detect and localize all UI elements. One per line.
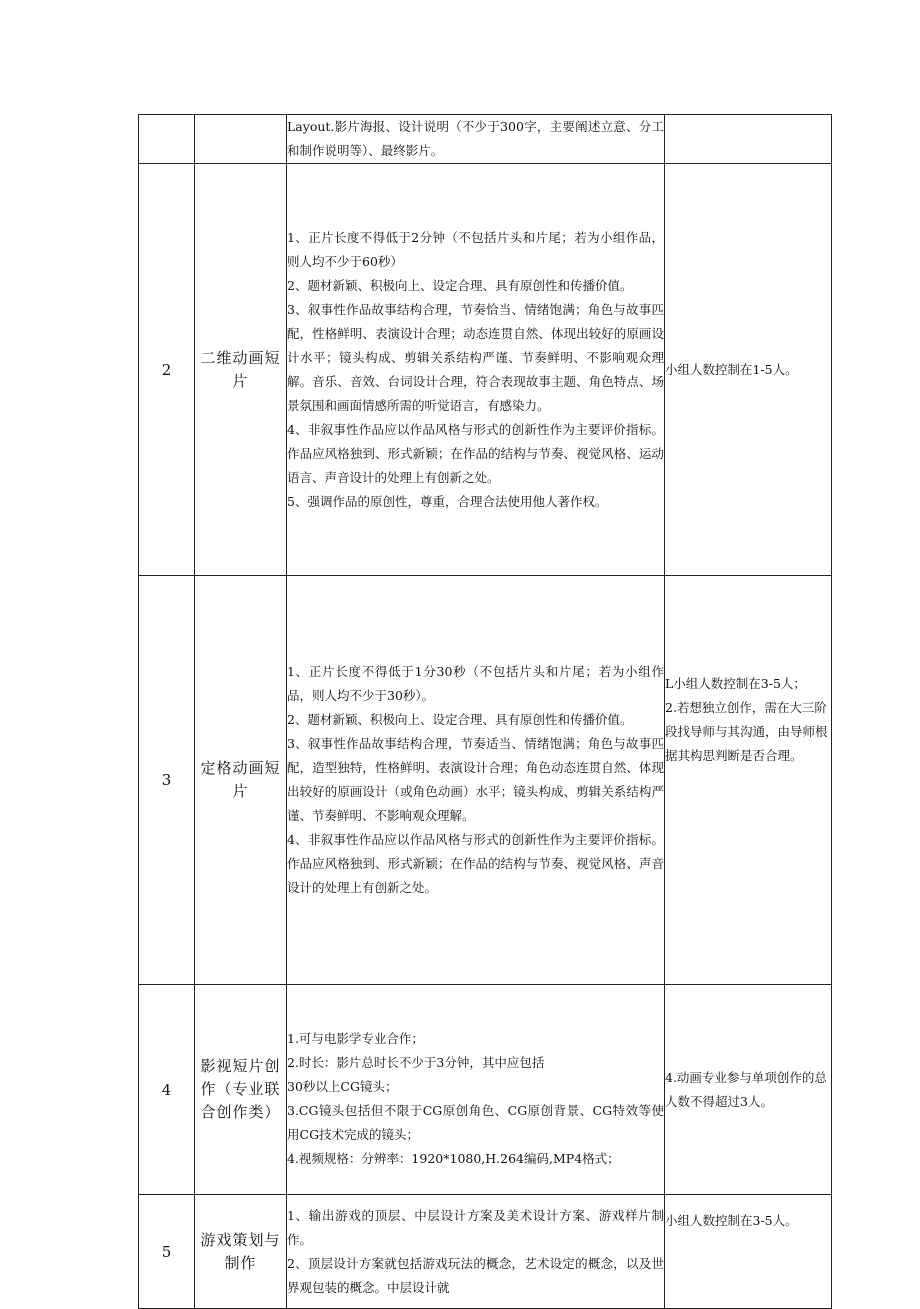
project-name: 影视短片创作（专业联合创作类） [195, 985, 287, 1195]
table-row [139, 164, 832, 576]
requirement-line: 2.时长：影片总时长不少于3分钟，其中应包括 [287, 1054, 545, 1070]
table-row [139, 985, 832, 1195]
remark-line: L小组人数控制在3-5人； [665, 676, 806, 691]
requirement-line: 1、正片长度不得低于1分30秒（不包括片头和片尾；若为小组作品，则人均不少于30秒）。 [287, 664, 664, 703]
remark-line: 2.若想独立创作，需在大三阶段找导师与其沟通，由导师根据其构思判断是否合理。 [665, 700, 828, 763]
requirement-line: Layout.影片海报、设计说明（不少于300字，主要阐述立意、分工和制作说明等）、最终影片。 [287, 119, 664, 158]
requirement-text [287, 576, 665, 985]
remark-cell [665, 164, 832, 576]
requirement-line: 2、题材新颖、积极向上、设定合理、具有原创性和传播价值。 [287, 712, 633, 727]
project-name: 游戏策划与制作 [195, 1195, 287, 1309]
requirement-line: 4.视频规格：分辨率：1920*1080,H.264编码,MP4格式； [287, 1150, 620, 1166]
row-number [139, 115, 195, 164]
requirement-line: 30秒以上CG镜头； [287, 1078, 398, 1094]
remark-cell [665, 576, 832, 985]
requirement-line: 3、叙事性作品故事结构合理，节奏适当、情绪饱满；角色与故事匹配，造型独特，性格鲜明、表演设计合理；角色动态连贯自然、体现出较好的原画设计（或角色动画）水平；镜头构成、剪辑关系结构严谨、节奏鲜明、不影响观众理解。 [287, 736, 664, 823]
project-name [195, 115, 287, 164]
requirement-text [287, 985, 665, 1195]
row-number: 2 [139, 164, 195, 576]
requirement-line: 2、题材新颖、积极向上、设定合理、具有原创性和传播价值。 [287, 277, 633, 293]
requirement-line: 3、叙事性作品故事结构合理，节奏恰当、情绪饱满；角色与故事匹配，性格鲜明、表演设计合理；动态连贯自然、体现出较好的原画设计水平；镜头构成、剪辑关系结构严谨、节奏鲜明、不影响观众理解。音乐、音效、台词设计合理，符合表现故事主题、角色特点、场景氛围和画面情感所需的听觉语言，有感染力。 [287, 301, 664, 413]
row-number: 4 [139, 985, 195, 1195]
requirement-line: 2、顶层设计方案就包括游戏玩法的概念，艺术设定的概念，以及世界观包装的概念。中层设计就 [287, 1255, 664, 1295]
requirement-text [287, 1195, 665, 1309]
requirement-line: 5、强调作品的原创性，尊重，合理合法使用他人著作权。 [287, 493, 608, 509]
requirement-line: 1、正片长度不得低于2分钟（不包括片头和片尾；若为小组作品，则人均不少于60秒） [287, 229, 664, 269]
requirement-line: 4、非叙事性作品应以作品风格与形式的创新性作为主要评价指标。作品应风格独到、形式新颖；在作品的结构与节奏、视觉风格、声音设计的处理上有创新之处。 [287, 832, 664, 895]
requirement-line: 3.CG镜头包括但不限于CG原创角色、CG原创背景、CG特效等使用CG技术完成的镜头； [287, 1102, 664, 1142]
requirement-line: 1、输出游戏的顶层、中层设计方案及美术设计方案、游戏样片制作。 [287, 1207, 664, 1247]
row-number: 5 [139, 1195, 195, 1309]
table-row [139, 1195, 832, 1309]
remark-cell [665, 1195, 832, 1309]
row-number: 3 [139, 576, 195, 985]
requirement-text [287, 164, 665, 576]
requirement-line: 4、非叙事性作品应以作品风格与形式的创新性作为主要评价指标。作品应风格独到、形式新颖；在作品的结构与节奏、视觉风格、运动语言、声音设计的处理上有创新之处。 [287, 421, 664, 485]
project-name: 二维动画短片 [195, 164, 287, 576]
remark-cell [665, 985, 832, 1195]
remark-line: 4.动画专业参与单项创作的总人数不得超过3人。 [665, 1069, 827, 1109]
table-row [139, 576, 832, 985]
requirement-line: 1.可与电影学专业合作； [287, 1030, 424, 1046]
remark-line: 小组人数控制在1-5人。 [665, 361, 798, 377]
requirement-text [287, 115, 665, 164]
remark-cell [665, 115, 832, 164]
remark-line: 小组人数控制在3-5人。 [665, 1213, 798, 1228]
project-name: 定格动画短片 [195, 576, 287, 985]
table-row [139, 115, 832, 164]
spec-table [138, 114, 832, 1309]
